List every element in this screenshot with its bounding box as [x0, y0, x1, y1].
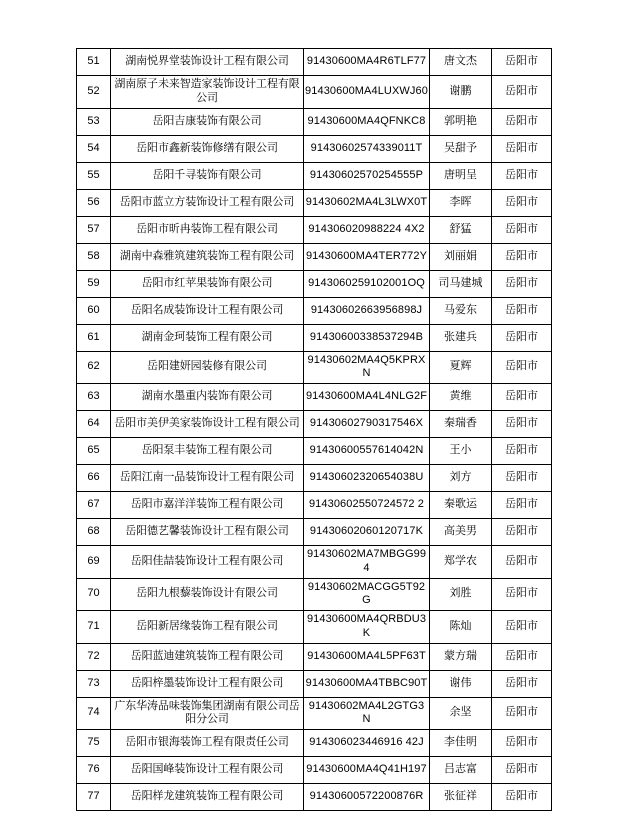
location-city: 岳阳市: [492, 297, 552, 324]
company-name: 广东华涛品味装饰集团湖南有限公司岳阳分公司: [111, 697, 304, 730]
table-row: [77, 730, 552, 757]
company-name: 岳阳吉康装饰有限公司: [111, 108, 304, 135]
location-city: 岳阳市: [492, 189, 552, 216]
row-index: 56: [77, 189, 111, 216]
responsible-person: 刘胜: [430, 578, 492, 611]
table-row: [77, 519, 552, 546]
location-city: 岳阳市: [492, 216, 552, 243]
location-city: 岳阳市: [492, 546, 552, 579]
row-index: 63: [77, 384, 111, 411]
company-name: 岳阳江南一品装饰设计工程有限公司: [111, 465, 304, 492]
credit-code: 91430600MA4L5PF63T: [304, 643, 430, 670]
row-index: 62: [77, 351, 111, 384]
responsible-person: 刘丽娟: [430, 243, 492, 270]
table-row: [77, 270, 552, 297]
responsible-person: 谢鹏: [430, 76, 492, 109]
table-row: [77, 384, 552, 411]
credit-code: 91430602MA4Q5KPRXN: [304, 351, 430, 384]
row-index: 64: [77, 411, 111, 438]
table-row: [77, 784, 552, 811]
credit-code: 91430602574339011T: [304, 135, 430, 162]
responsible-person: 马爱东: [430, 297, 492, 324]
location-city: 岳阳市: [492, 351, 552, 384]
table-row: [77, 216, 552, 243]
location-city: 岳阳市: [492, 384, 552, 411]
responsible-person: 张建兵: [430, 324, 492, 351]
table-row: [77, 189, 552, 216]
credit-code: 91430600MA4Q41H197: [304, 757, 430, 784]
credit-code: 91430602790317546X: [304, 411, 430, 438]
location-city: 岳阳市: [492, 76, 552, 109]
location-city: 岳阳市: [492, 270, 552, 297]
table-row: [77, 411, 552, 438]
credit-code: 91430600MA4TBBC90T: [304, 670, 430, 697]
company-name: 岳阳市鑫新装饰修缮有限公司: [111, 135, 304, 162]
location-city: 岳阳市: [492, 730, 552, 757]
company-name: 岳阳样龙建筑装饰工程有限公司: [111, 784, 304, 811]
table-row: [77, 492, 552, 519]
responsible-person: 夏辉: [430, 351, 492, 384]
credit-code: 91430602MACGG5T92G: [304, 578, 430, 611]
responsible-person: 吴甜予: [430, 135, 492, 162]
company-name: 岳阳泵丰装饰工程有限公司: [111, 438, 304, 465]
credit-code: 91430602570254555P: [304, 162, 430, 189]
responsible-person: 司马建城: [430, 270, 492, 297]
row-index: 74: [77, 697, 111, 730]
location-city: 岳阳市: [492, 519, 552, 546]
responsible-person: 吕志富: [430, 757, 492, 784]
responsible-person: 王小: [430, 438, 492, 465]
credit-code: 91430600MA4QFNKC8: [304, 108, 430, 135]
credit-code: 91430600MA4R6TLF77: [304, 49, 430, 76]
location-city: 岳阳市: [492, 49, 552, 76]
row-index: 69: [77, 546, 111, 579]
company-name: 岳阳市美伊美家装饰设计工程有限公司: [111, 411, 304, 438]
table-row: [77, 578, 552, 611]
location-city: 岳阳市: [492, 162, 552, 189]
responsible-person: 李晖: [430, 189, 492, 216]
row-index: 75: [77, 730, 111, 757]
credit-code: 91430600MA4QRBDU3K: [304, 611, 430, 644]
location-city: 岳阳市: [492, 411, 552, 438]
location-city: 岳阳市: [492, 465, 552, 492]
table-row: [77, 643, 552, 670]
row-index: 68: [77, 519, 111, 546]
company-name: 岳阳九根藜装饰设计有限公司: [111, 578, 304, 611]
company-name: 岳阳名成装饰设计工程有限公司: [111, 297, 304, 324]
row-index: 73: [77, 670, 111, 697]
table-row: [77, 76, 552, 109]
row-index: 71: [77, 611, 111, 644]
row-index: 58: [77, 243, 111, 270]
location-city: 岳阳市: [492, 578, 552, 611]
company-name: 岳阳德艺馨装饰设计工程有限公司: [111, 519, 304, 546]
table-row: [77, 546, 552, 579]
responsible-person: 李佳明: [430, 730, 492, 757]
row-index: 52: [77, 76, 111, 109]
credit-code: 91430600MA4L4NLG2F: [304, 384, 430, 411]
table-row: [77, 297, 552, 324]
location-city: 岳阳市: [492, 324, 552, 351]
company-name: 岳阳市昕冉装饰工程有限公司: [111, 216, 304, 243]
responsible-person: 秦歌运: [430, 492, 492, 519]
row-index: 72: [77, 643, 111, 670]
company-name: 湖南金珂装饰工程有限公司: [111, 324, 304, 351]
credit-code: 914306020988224 4X2: [304, 216, 430, 243]
location-city: 岳阳市: [492, 757, 552, 784]
responsible-person: 余坚: [430, 697, 492, 730]
responsible-person: 唐明呈: [430, 162, 492, 189]
responsible-person: 刘方: [430, 465, 492, 492]
table-row: [77, 438, 552, 465]
location-city: 岳阳市: [492, 108, 552, 135]
company-name: 湖南水墨重内装饰有限公司: [111, 384, 304, 411]
credit-code: 9143060259102001OQ: [304, 270, 430, 297]
responsible-person: 高美男: [430, 519, 492, 546]
credit-code: 91430602550724572 2: [304, 492, 430, 519]
location-city: 岳阳市: [492, 438, 552, 465]
table-row: [77, 465, 552, 492]
location-city: 岳阳市: [492, 784, 552, 811]
row-index: 66: [77, 465, 111, 492]
row-index: 76: [77, 757, 111, 784]
credit-code: 91430600572200876R: [304, 784, 430, 811]
responsible-person: 郭明艳: [430, 108, 492, 135]
enterprise-registry-table: [76, 48, 552, 811]
company-name: 湖南原子未来智造家装饰设计工程有限公司: [111, 76, 304, 109]
company-name: 岳阳建妍园装修有限公司: [111, 351, 304, 384]
credit-code: 91430600MA4LUXWJ60: [304, 76, 430, 109]
row-index: 65: [77, 438, 111, 465]
location-city: 岳阳市: [492, 135, 552, 162]
credit-code: 91430602MA7MBGG994: [304, 546, 430, 579]
responsible-person: 蒙方瑞: [430, 643, 492, 670]
company-name: 岳阳市银海装饰工程有限责任公司: [111, 730, 304, 757]
company-name: 岳阳梓墨装饰设计工程有限公司: [111, 670, 304, 697]
responsible-person: 秦瑞香: [430, 411, 492, 438]
responsible-person: 唐文杰: [430, 49, 492, 76]
row-index: 61: [77, 324, 111, 351]
company-name: 岳阳新居缘装饰工程有限公司: [111, 611, 304, 644]
credit-code: 91430600MA4TER772Y: [304, 243, 430, 270]
credit-code: 91430600338537294B: [304, 324, 430, 351]
table-row: [77, 162, 552, 189]
company-name: 岳阳市嘉洋洋装饰工程有限公司: [111, 492, 304, 519]
company-name: 岳阳千寻装饰有限公司: [111, 162, 304, 189]
row-index: 70: [77, 578, 111, 611]
row-index: 77: [77, 784, 111, 811]
location-city: 岳阳市: [492, 492, 552, 519]
responsible-person: 舒猛: [430, 216, 492, 243]
company-name: 湖南中森雅筑建筑装饰工程有限公司: [111, 243, 304, 270]
row-index: 54: [77, 135, 111, 162]
table-row: [77, 757, 552, 784]
responsible-person: 郑学农: [430, 546, 492, 579]
location-city: 岳阳市: [492, 243, 552, 270]
row-index: 67: [77, 492, 111, 519]
location-city: 岳阳市: [492, 697, 552, 730]
row-index: 57: [77, 216, 111, 243]
row-index: 59: [77, 270, 111, 297]
table-row: [77, 324, 552, 351]
responsible-person: 陈灿: [430, 611, 492, 644]
table-row: [77, 135, 552, 162]
credit-code: 91430602320654038U: [304, 465, 430, 492]
table-body: [77, 49, 552, 811]
responsible-person: 张征祥: [430, 784, 492, 811]
responsible-person: 黄维: [430, 384, 492, 411]
location-city: 岳阳市: [492, 670, 552, 697]
location-city: 岳阳市: [492, 643, 552, 670]
company-name: 岳阳市红苹果装饰有限公司: [111, 270, 304, 297]
table-row: [77, 351, 552, 384]
table-row: [77, 697, 552, 730]
credit-code: 91430600557614042N: [304, 438, 430, 465]
company-name: 岳阳佳喆装饰设计工程有限公司: [111, 546, 304, 579]
row-index: 60: [77, 297, 111, 324]
table-row: [77, 243, 552, 270]
company-name: 湖南悦界堂装饰设计工程有限公司: [111, 49, 304, 76]
credit-code: 914306023446916 42J: [304, 730, 430, 757]
row-index: 51: [77, 49, 111, 76]
location-city: 岳阳市: [492, 611, 552, 644]
row-index: 55: [77, 162, 111, 189]
row-index: 53: [77, 108, 111, 135]
company-name: 岳阳市蓝立方装饰设计工程有限公司: [111, 189, 304, 216]
credit-code: 91430602663956898J: [304, 297, 430, 324]
credit-code: 91430602060120717K: [304, 519, 430, 546]
table-row: [77, 670, 552, 697]
company-name: 岳阳蓝迪建筑装饰工程有限公司: [111, 643, 304, 670]
credit-code: 91430602MA4L2GTG3N: [304, 697, 430, 730]
table-row: [77, 611, 552, 644]
responsible-person: 谢伟: [430, 670, 492, 697]
table-row: [77, 49, 552, 76]
company-name: 岳阳国峰装饰设计工程有限公司: [111, 757, 304, 784]
credit-code: 91430602MA4L3LWX0T: [304, 189, 430, 216]
table-row: [77, 108, 552, 135]
